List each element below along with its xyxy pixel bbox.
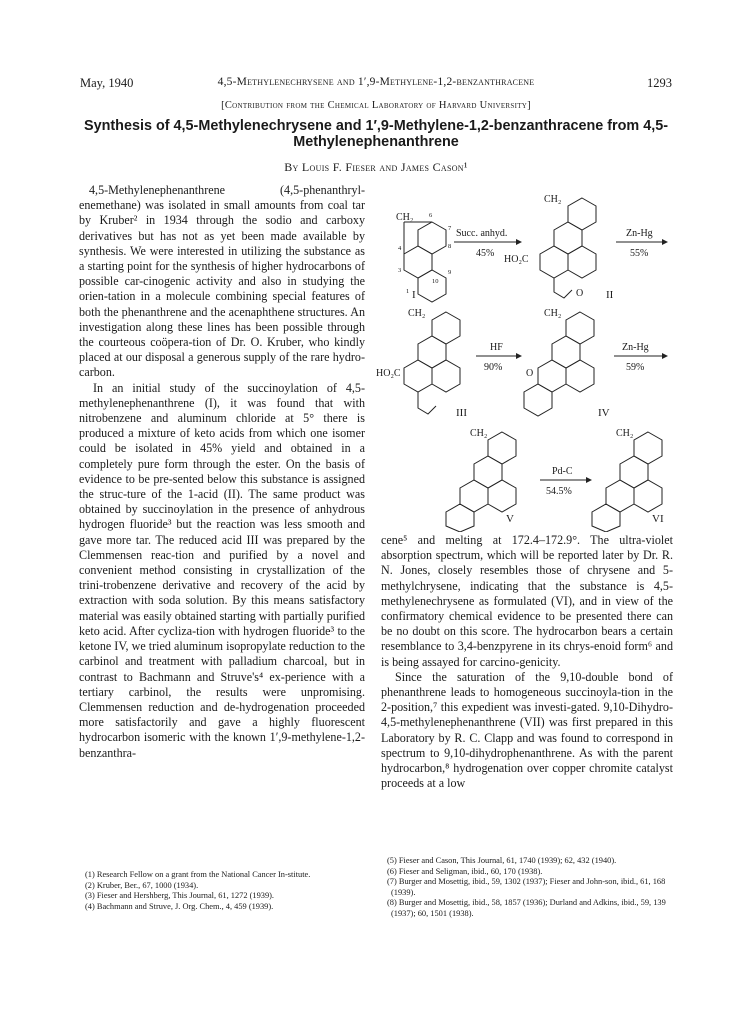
position-label: 6 (429, 212, 433, 219)
reaction-scheme (376, 180, 676, 532)
paragraph: In an initial study of the succinoylation of 4,5-methylenephenanthrene (I), it was found that with nitrobenzene and aluminum chloride at 5° there is produced a mixture of keto acids from which one isomer could be isolated in 45% yield and obtained in a completely pure form through the ester. On the basis of evidence to be pre-sented below this substance is assigned the struc-ture of the 1-acid (II). The same product was obtained by succinoylation in the presence of anhydrous hydrogen fluoride³ but the reaction was less smooth and gave more tar. The reduced acid III was prepared by the Clemmensen reac-tion and purified by a novel and convenient method consisting in crystallization of the trini-trobenzene derivative and recovery of the acid by extraction with soda solution. By this means satisfactory material was easily obtained starting with partially purified keto acid. After cycliza-tion with hydrogen fluoride³ to the ketone IV, we tried aluminum isopropylate reduction to the carbinol and treatment with palladium charcoal, but in contrast to Bachmann and Struve's⁴ ex-perience with a tertiary carbinol, the results were unpromising. Clemmensen reduction and de-hydrogenation proceeded more satisfactorily and gave a highly fluorescent hydrocarbon isomeric with the known 1′,9-methylene-1,2-benzanthra- (79, 380, 365, 760)
compound-v-label: V (506, 513, 514, 525)
yield-label: 54.5% (546, 486, 572, 497)
carboxyl-label: HO₂C (376, 368, 401, 379)
arrow-clemmensen-2 (614, 342, 668, 373)
compound-iv-label: IV (598, 407, 610, 419)
position-label: 7 (448, 225, 452, 232)
keto-label: O (576, 288, 584, 299)
byline: By Louis F. Fieser and James Cason¹ (284, 160, 468, 174)
arrow-dehydrogenation (540, 466, 592, 497)
yield-label: 45% (476, 248, 495, 259)
footnote: (7) Burger and Mosettig, ibid., 59, 1302 (1937); Fieser and John-son, ibid., 61, 168 (1939). (387, 877, 666, 897)
reagent-label: Zn-Hg (626, 228, 653, 239)
ch2-label: CH₂ (544, 194, 562, 205)
ch2-label: CH₂ (616, 428, 634, 439)
contribution-line: [Contribution from the Chemical Laboratory of Harvard University] (221, 100, 531, 111)
compound-ii-structure (504, 194, 614, 301)
position-label: 1 (406, 288, 410, 295)
compound-vi-structure (592, 428, 664, 532)
compound-iii-structure (376, 308, 467, 419)
ch2-label: CH₂ (408, 308, 426, 319)
right-column (381, 533, 673, 791)
arrow-clemmensen-1 (616, 228, 668, 259)
ch2-label: CH₂ (396, 212, 414, 223)
left-column (79, 183, 365, 761)
footnote: (8) Burger and Mosettig, ibid., 58, 1857 (1936); Durland and Adkins, ibid., 59, 139 (1937); 60, 1501 (1938). (387, 898, 666, 918)
footnote: (4) Bachmann and Struve, J. Org. Chem., 4, 459 (1939). (85, 901, 274, 911)
compound-i-label: I (412, 289, 416, 301)
paragraph: Since the saturation of the 9,10-double bond of phenanthrene leads to homogeneous succinoyla-tion in the 2-position,⁷ this expedient was investi-gated. 9,10-Dihydro-4,5-methylenephenanthrene (VII) was first prepared in this Laboratory by R. C. Clapp and was found to correspond in spectrum to 9,10-dihydrophenanthrene. As with the parent hydrocarbon,⁸ hydrogenation over copper chromite catalyst proceeds at a low (381, 669, 673, 791)
footnote: (3) Fieser and Hershberg, This Journal, 61, 1272 (1939). (85, 891, 275, 901)
running-title: 4,5-Methylenechrysene and 1′,9-Methylene-1,2-benzanthracene (217, 76, 535, 88)
footnote: (5) Fieser and Cason, This Journal, 61, 1740 (1939); 62, 432 (1940). (387, 856, 617, 865)
compound-iv-structure (524, 308, 610, 419)
footnote: (2) Kruber, Ber., 67, 1000 (1934). (85, 880, 199, 890)
carboxyl-label: HO₂C (504, 254, 529, 265)
footnote: (1) Research Fellow on a grant from the National Cancer In-stitute. (85, 870, 311, 879)
running-head (80, 76, 672, 92)
reagent-label: HF (490, 342, 503, 353)
reagent-label: Pd-C (552, 466, 573, 477)
arrow-hf-cyclization (476, 342, 522, 373)
ch2-label: CH₂ (544, 308, 562, 319)
keto-label: O (526, 368, 534, 379)
page-number: 1293 (647, 76, 672, 90)
issue-date: May, 1940 (80, 76, 134, 90)
compound-ii-label: II (606, 289, 614, 301)
footnotes-left (79, 870, 365, 912)
ch2-label: CH₂ (470, 428, 488, 439)
reagent-label: Zn-Hg (622, 342, 649, 353)
position-label: 4 (398, 245, 402, 252)
position-label: 10 (432, 278, 439, 285)
paragraph: 4,5-Methylenephenanthrene (4,5-phenanthryl-enemethane) was isolated in small amounts from coal tar by Kruber² in 1934 through the sodio and carboxy derivatives but has not as yet been made available by synthesis. We were interested in utilizing the substance as a starting point for the synthesis of higher hydrocarbons of possible car-cinogenic activity and also in studying the orien-tation in a molecule combining special features of both the phenanthrene and the acenaphthene structures. An investigation along these lines has been possible through the courteous coöpera-tion of Dr. O. Kruber, who kindly placed at our disposal a generous supply of the rare hydro-carbon. (79, 183, 365, 380)
compound-vi-label: VI (652, 513, 664, 525)
compound-iii-label: III (456, 407, 467, 419)
footnotes-right (381, 856, 673, 920)
article-title: Synthesis of 4,5-Methylenechrysene and 1′,9-Methylene-1,2-benzanthracene from 4,5-Methylenephenanthrene (83, 118, 669, 150)
yield-label: 55% (630, 248, 649, 259)
compound-i-structure (396, 212, 452, 302)
position-label: 9 (448, 269, 452, 276)
yield-label: 90% (484, 362, 503, 373)
position-label: 3 (398, 267, 402, 274)
yield-label: 59% (626, 362, 645, 373)
paragraph: cene⁵ and melting at 172.4–172.9°. The ultra-violet absorption spectrum, which will be reported later by Dr. R. N. Jones, closely resembles those of chrysene and 5-methylchrysene, indicating that the substance is 4,5-methylenechrysene as formulated (VI), and in view of the confirmatory chemical evidence to be presented there can be no doubt on this score. The hydrocarbon bears a certain resemblance to 3,4-benzpyrene in its chrys-enoid form⁶ and is being assayed for carcino-genicity. (381, 533, 673, 669)
position-label: 8 (448, 243, 452, 250)
compound-v-structure (446, 428, 516, 532)
footnote: (6) Fieser and Seligman, ibid., 60, 170 (1938). (387, 866, 543, 876)
reagent-label: Succ. anhyd. (456, 228, 508, 239)
